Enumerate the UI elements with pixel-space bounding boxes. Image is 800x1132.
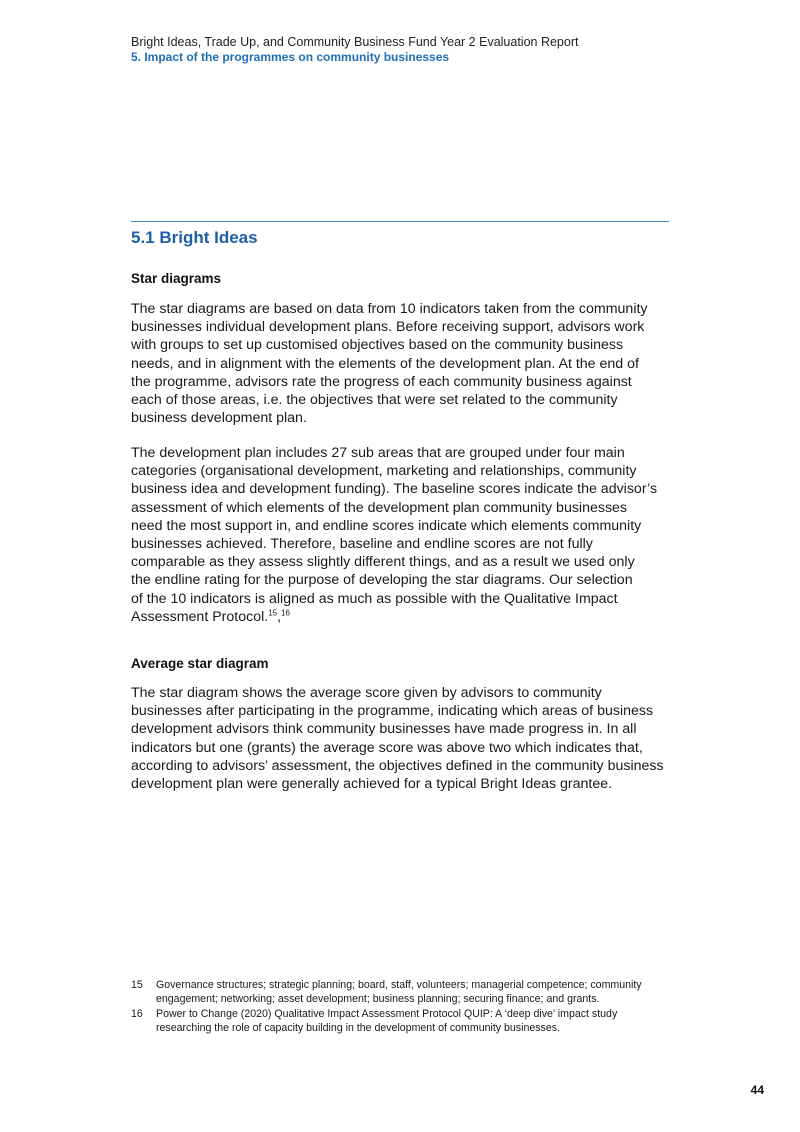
chapter-title: 5. Impact of the programmes on community businesses (131, 50, 450, 64)
running-header (131, 35, 691, 65)
footnote-line: Governance structures; strategic planning; board, staff, volunteers; managerial competence; community (156, 979, 642, 991)
paragraph-line: comparable as they assess slightly different things, and as a result we used only (131, 554, 635, 571)
footnote-15 (131, 978, 676, 1007)
paragraph-line: business development plan. (131, 410, 307, 427)
paragraph-line: businesses achieved. Therefore, baseline and endline scores are not fully (131, 536, 593, 553)
paragraph-line: indicators but one (grants) the average score was above two which indicates that, (131, 739, 643, 756)
paragraph-line: the programme, advisors rate the progress of each community business against (131, 373, 632, 390)
paragraph-line: The development plan includes 27 sub areas that are grouped under four main (131, 445, 625, 461)
development-plan-paragraph (131, 444, 676, 626)
paragraph-line-last (131, 608, 676, 626)
ref-separator: , (277, 608, 282, 625)
paragraph-line: development plan were generally achieved for a typical Bright Ideas grantee. (131, 776, 613, 793)
footnote-number: 15 (131, 979, 143, 991)
paragraph-line: categories (organisational development, marketing and relationships, community (131, 463, 637, 480)
footnote-text (156, 978, 642, 1007)
last-line-text: Assessment Protocol. (131, 608, 269, 625)
paragraph-line: according to advisors’ assessment, the objectives defined in the community business (131, 757, 664, 774)
footnote-ref-16[interactable]: 16 (281, 608, 290, 618)
paragraph-line: of the 10 indicators is aligned as much as possible with the Qualitative Impact (131, 590, 618, 607)
footnote-line: researching the role of capacity building in the development of community businesses. (156, 1021, 560, 1034)
section-divider (131, 221, 669, 222)
star-diagrams-heading: Star diagrams (131, 271, 222, 286)
paragraph-line: businesses individual development plans. Before receiving support, advisors work (131, 319, 645, 336)
page-number: 44 (750, 1083, 764, 1097)
footnote-ref-15[interactable]: 15 (268, 608, 278, 618)
footnote-16 (131, 1007, 676, 1036)
footnote-text (156, 1007, 617, 1036)
paragraph-line: each of those areas, i.e. the objectives that were set related to the community (131, 392, 618, 409)
paragraph-line: with groups to set up customised objectives based on the community business (131, 337, 624, 354)
star-diagrams-paragraph (131, 300, 676, 427)
footnotes (131, 978, 676, 1035)
paragraph-line: The star diagrams are based on data from 10 indicators taken from the community (131, 301, 648, 317)
average-star-diagram-paragraph (131, 684, 676, 793)
paragraph-line: businesses after participating in the programme, indicating which areas of business (131, 703, 654, 720)
footnote-line: engagement; networking; asset development; business planning; securing finance; and grants. (156, 993, 600, 1006)
paragraph-line: needs, and in alignment with the elements of the development plan. At the end of (131, 355, 639, 372)
paragraph-line: development advisors think community businesses have made progress in. In all (131, 721, 637, 738)
footnote-number: 16 (131, 1007, 143, 1020)
paragraph-line: The star diagram shows the average score given by advisors to community (131, 685, 602, 701)
paragraph-line: business idea and development funding). The baseline scores indicate the advisor’s (131, 481, 658, 498)
paragraph-line: need the most support in, and endline scores indicate which elements community (131, 517, 642, 534)
section-title: 5.1 Bright Ideas (131, 228, 258, 247)
footnote-line: Power to Change (2020) Qualitative Impact Assessment Protocol QUIP: A ‘deep dive’ impact study (156, 1007, 618, 1020)
report-title: Bright Ideas, Trade Up, and Community Business Fund Year 2 Evaluation Report (131, 35, 579, 49)
paragraph-line: the endline rating for the purpose of developing the star diagrams. Our selection (131, 572, 633, 589)
paragraph-line: assessment of which elements of the development plan community businesses (131, 499, 628, 516)
average-star-diagram-heading: Average star diagram (131, 656, 269, 671)
